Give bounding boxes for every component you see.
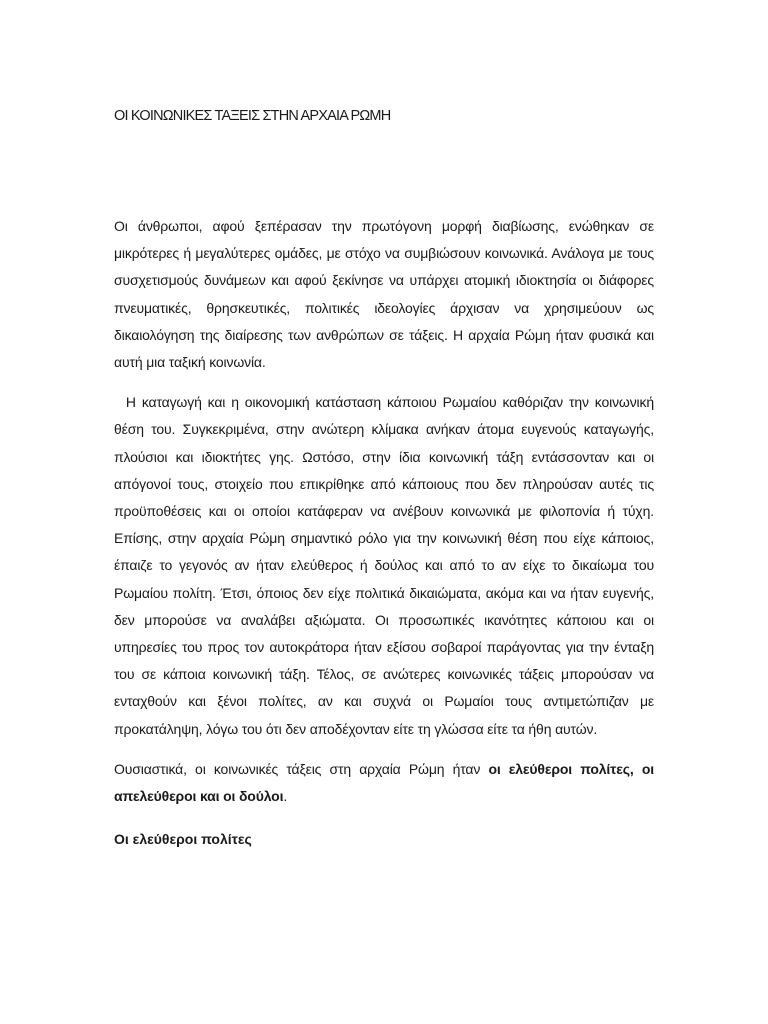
- paragraph-summary-bold: οι ελεύθεροι πολίτες, οι απελεύθεροι και οι δούλοι: [114, 760, 654, 805]
- paragraph-origin: [114, 389, 654, 743]
- section-heading-free-citizens: Οι ελεύθεροι πολίτες: [114, 831, 252, 848]
- paragraph-summary: [114, 756, 654, 810]
- paragraph-origin-text: Η καταγωγή και η οικονομική κατάσταση κάποιου Ρωμαίου καθόριζαν την κοινωνική θέση του. Συγκεκριμένα, στην ανώτερη κλίμακα ανήκαν άτομα ευγενούς καταγωγής, πλούσιοι και ιδιοκτήτες γης. Ωστόσο, στην ίδια κοινωνική τάξη εντάσσονταν και οι απόγονοί τους, στοιχείο που επικρίθηκε από κάποιους που δεν πληρούσαν αυτές τις προϋποθέσεις και οι οποίοι κατάφεραν να ανέβουν κοινωνικά με φιλοπονία ή τύχη. Επίσης, στην αρχαία Ρώμη σημαντικό ρόλο για την κοινωνική θέση που είχε κάποιος, έπαιζε το γεγονός αν ήταν ελεύθερος ή δούλος και από το αν είχε το δικαίωμα του Ρωμαίου πολίτη. Έτσι, όποιος δεν είχε πολιτικά δικαιώματα, ακόμα και να ήταν ευγενής, δεν μπορούσε να αναλάβει αξιώματα. Οι προσωπικές ικανότητες κάποιου και οι υπηρεσίες του προς τον αυτοκράτορα ήταν εξίσου σοβαροί παράγοντας για την ένταξη του σε κάποια κοινωνική τάξη. Τέλος, σε ανώτερες κοινωνικές τάξεις μπορούσαν να ενταχθούν και ξένοι πολίτες, αν και συχνά οι Ρωμαίοι τους αντιμετώπιζαν με προκατάληψη, λόγω του ότι δεν αποδέχονταν είτε τη γλώσσα είτε τα ήθη αυτών.: [114, 394, 655, 737]
- document-title: ΟΙ ΚΟΙΝΩΝΙΚΕΣ ΤΑΞΕΙΣ ΣΤΗΝ ΑΡΧΑΙΑ ΡΩΜΗ: [114, 108, 391, 124]
- paragraph-intro: Οι άνθρωποι, αφού ξεπέρασαν την πρωτόγονη μορφή διαβίωσης, ενώθηκαν σε μικρότερες ή μεγαλύτερες ομάδες, με στόχο να συμβιώσουν κοινωνικά. Ανάλογα με τους συσχετισμούς δυνάμεων και αφού ξεκίνησε να υπάρχει ατομική ιδιοκτησία οι διάφορες πνευματικές, θρησκευτικές, πολιτικές ιδεολογίες άρχισαν να χρησιμεύουν ως δικαιολόγηση της διαίρεσης των ανθρώπων σε τάξεις. Η αρχαία Ρώμη ήταν φυσικά και αυτή μια ταξική κοινωνία.: [114, 218, 654, 371]
- paragraph-summary-end: .: [283, 788, 288, 805]
- paragraph-summary-lead: Ουσιαστικά, οι κοινωνικές τάξεις στη αρχαία Ρώμη ήταν: [114, 760, 489, 777]
- document-body: [114, 213, 654, 853]
